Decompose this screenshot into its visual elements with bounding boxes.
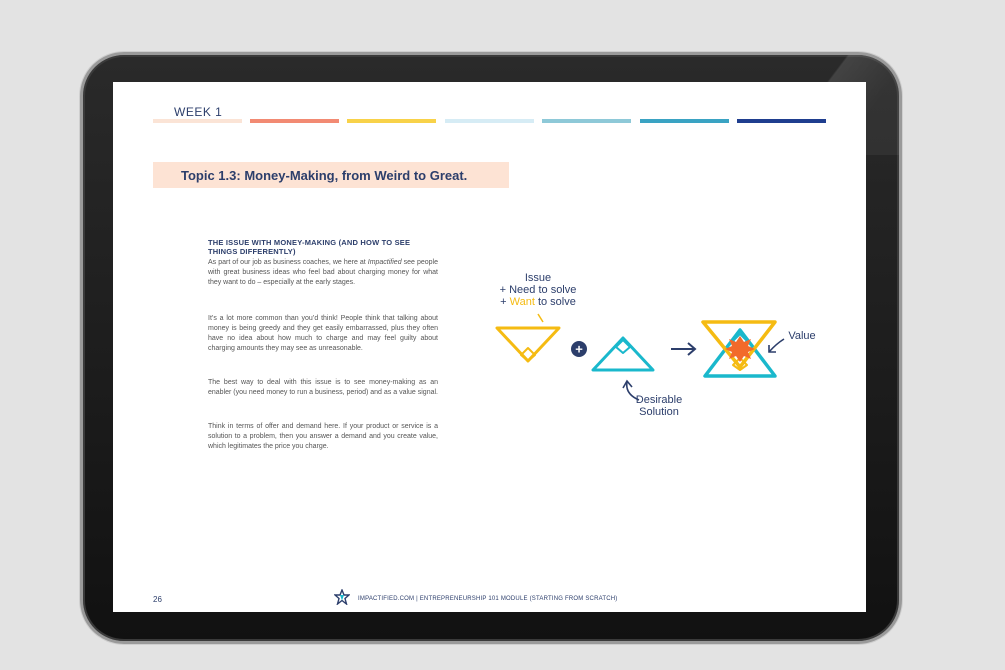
plus-sign: + — [575, 341, 583, 357]
paragraph-1 — [208, 258, 438, 288]
solution-triangle-icon — [593, 338, 653, 370]
topic-banner — [153, 162, 509, 188]
progress-bar-1 — [153, 119, 242, 123]
value-label: Value — [788, 330, 816, 342]
progress-bar-2 — [250, 119, 339, 123]
progress-bar-4 — [445, 119, 534, 123]
want-word: Want — [509, 296, 535, 308]
footer-text: IMPACTIFIED.COM | ENTREPRENEURSHIP 101 MODULE (STARTING FROM SCRATCH) — [358, 596, 618, 602]
need-to-solve-line: + Need to solve — [499, 284, 577, 296]
issue-triangle-icon — [497, 314, 559, 361]
value-diagram — [483, 262, 823, 432]
progress-bar-6 — [640, 119, 729, 123]
solution-line-1: Desirable — [635, 394, 683, 406]
week-label: WEEK 1 — [174, 105, 223, 119]
want-suffix: to solve — [534, 296, 576, 308]
progress-bar-7 — [737, 119, 826, 123]
impactified-logo-icon — [334, 589, 350, 605]
solution-label — [619, 394, 699, 418]
paragraph-2: It’s a lot more common than you’d think! People think that talking about money is being greedy and they get easily embarrassed, plus they often have no idea about how much to charge and may feel guilty about charging amounts they may see as unreasonable. — [208, 315, 438, 352]
progress-bar-5 — [542, 119, 631, 123]
page-number: 26 — [153, 595, 162, 604]
paragraph-4: Think in terms of offer and demand here. If your product or service is a solution to a problem, then you answer a demand and you create value, which legitimates the price you charge. — [208, 423, 438, 450]
paragraph-3: The best way to deal with this issue is to see money-making as an enabler (you need money to run a business, period) and as a value signal. — [208, 379, 438, 396]
document-page — [113, 82, 866, 612]
solution-line-2: Solution — [639, 406, 679, 418]
section-heading: THE ISSUE WITH MONEY-MAKING (AND HOW TO SEE THINGS DIFFERENTLY) — [208, 238, 411, 256]
paragraph-1-text: As part of our job as business coaches, we here at — [208, 259, 368, 266]
brand-name: Impactified — [367, 259, 402, 266]
value-burst-icon — [725, 336, 755, 362]
want-prefix: + — [500, 296, 510, 308]
progress-bar-3 — [347, 119, 436, 123]
issue-title: Issue — [524, 272, 552, 284]
progress-bars — [153, 119, 826, 123]
paragraph-1-text-end: see people with great business ideas who feel bad about charging money for what they want to do – especially at the early stages. — [208, 259, 438, 286]
topic-title: Topic 1.3: Money-Making, from Weird to Great. — [181, 168, 468, 183]
